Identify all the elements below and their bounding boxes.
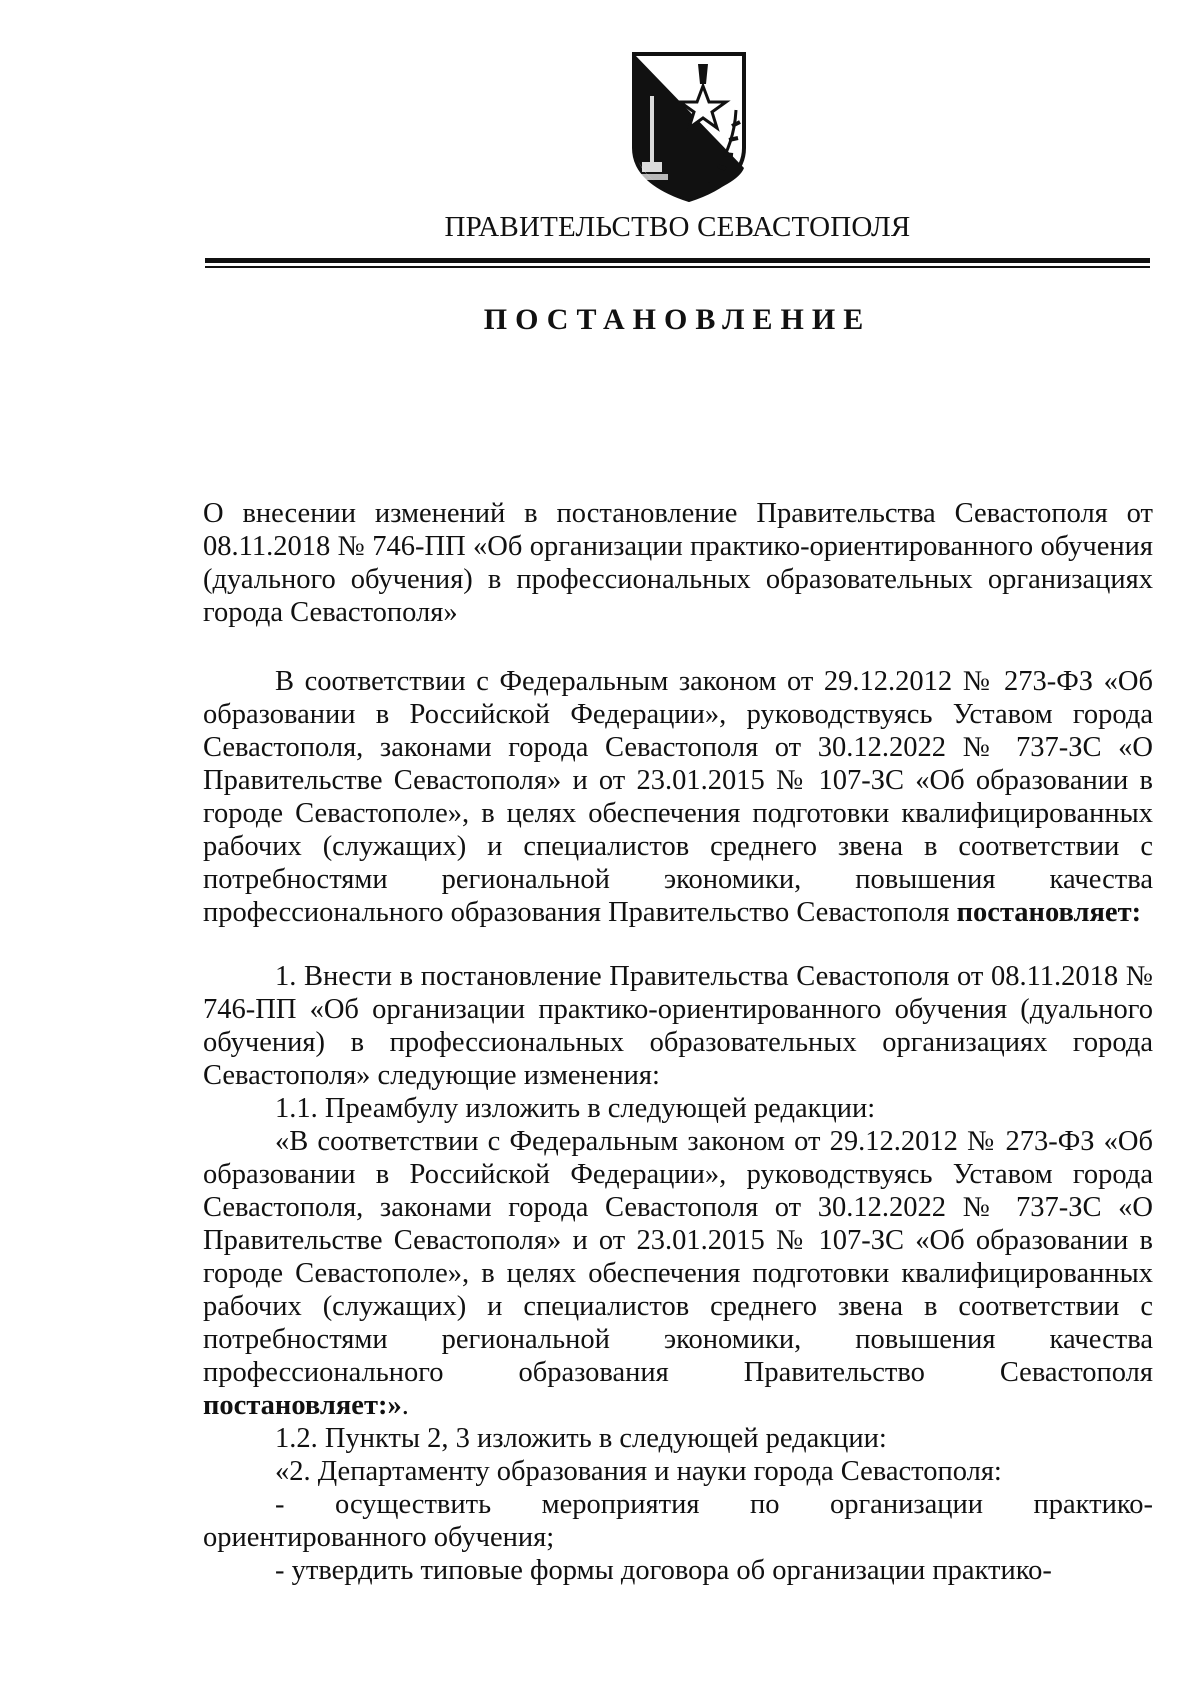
item-1: 1. Внести в постановление Правительства Севастополя от 08.11.2018 № 746-ПП «Об организации практико-ориентированного обучения (дуального обучения) в профессиональных образовательных организациях города Севастополя» следующие изменения: — [203, 961, 1153, 1091]
government-name: ПРАВИТЕЛЬСТВО СЕВАСТОПОЛЯ — [444, 211, 911, 243]
coat-of-arms-icon — [628, 50, 750, 202]
item-1-1: 1.1. Преамбулу изложить в следующей редакции: — [275, 1093, 876, 1124]
item-2-bullet-b: - утвердить типовые формы договора об организации практико- — [275, 1555, 1052, 1586]
document-type-title: ПОСТАНОВЛЕНИЕ — [483, 303, 872, 336]
preamble-paragraph — [203, 665, 1153, 929]
new-preamble-paragraph — [203, 1125, 1153, 1422]
header-rule-thin — [205, 266, 1150, 268]
item-1-2: 1.2. Пункты 2, 3 изложить в следующей редакции: — [275, 1423, 887, 1454]
new-preamble-text: «В соответствии с Федеральным законом от 29.12.2012 № 273-ФЗ «Об образовании в Российской Федерации», руководствуясь Уставом города Севастополя, законами города Севастополя от 30.12.2022 № 737-ЗС «О Правительстве Севастополя» и от 23.01.2015 № 107-ЗС «Об образовании в городе Севастополе», в целях обеспечения подготовки квалифицированных рабочих (служащих) и специалистов среднего звена в соответствии с потребностями региональной экономики, повышения качества профессионального образования Правительство Севастополя — [203, 1126, 1153, 1388]
new-preamble-end: . — [401, 1390, 409, 1421]
body-block — [203, 960, 1153, 1587]
subject-block — [203, 497, 1153, 629]
header-rule-thick — [205, 258, 1150, 263]
preamble-decree-word: постановляет: — [956, 897, 1142, 928]
new-preamble-decree-word: постановляет:» — [203, 1390, 402, 1421]
preamble-text: В соответствии с Федеральным законом от 29.12.2012 № 273-ФЗ «Об образовании в Российской Федерации», руководствуясь Уставом города Севастополя, законами города Севастополя от 30.12.2022 № 737-ЗС «О Правительстве Севастополя» и от 23.01.2015 № 107-ЗС «Об образовании в городе Севастополе», в целях обеспечения подготовки квалифицированных рабочих (служащих) и специалистов среднего звена в соответствии с потребностями региональной экономики, повышения качества профессионального образования Правительство Севастополя — [203, 666, 1153, 928]
item-2: «2. Департаменту образования и науки города Севастополя: — [275, 1456, 1002, 1487]
item-2-bullet-a: - осуществить мероприятия по организации практико-ориентированного обучения; — [203, 1489, 1153, 1553]
subject-text: О внесении изменений в постановление Правительства Севастополя от 08.11.2018 № 746-ПП «Об организации практико-ориентированного обучения (дуального обучения) в профессиональных образовательных организациях города Севастополя» — [203, 498, 1153, 628]
preamble-block — [203, 665, 1153, 929]
